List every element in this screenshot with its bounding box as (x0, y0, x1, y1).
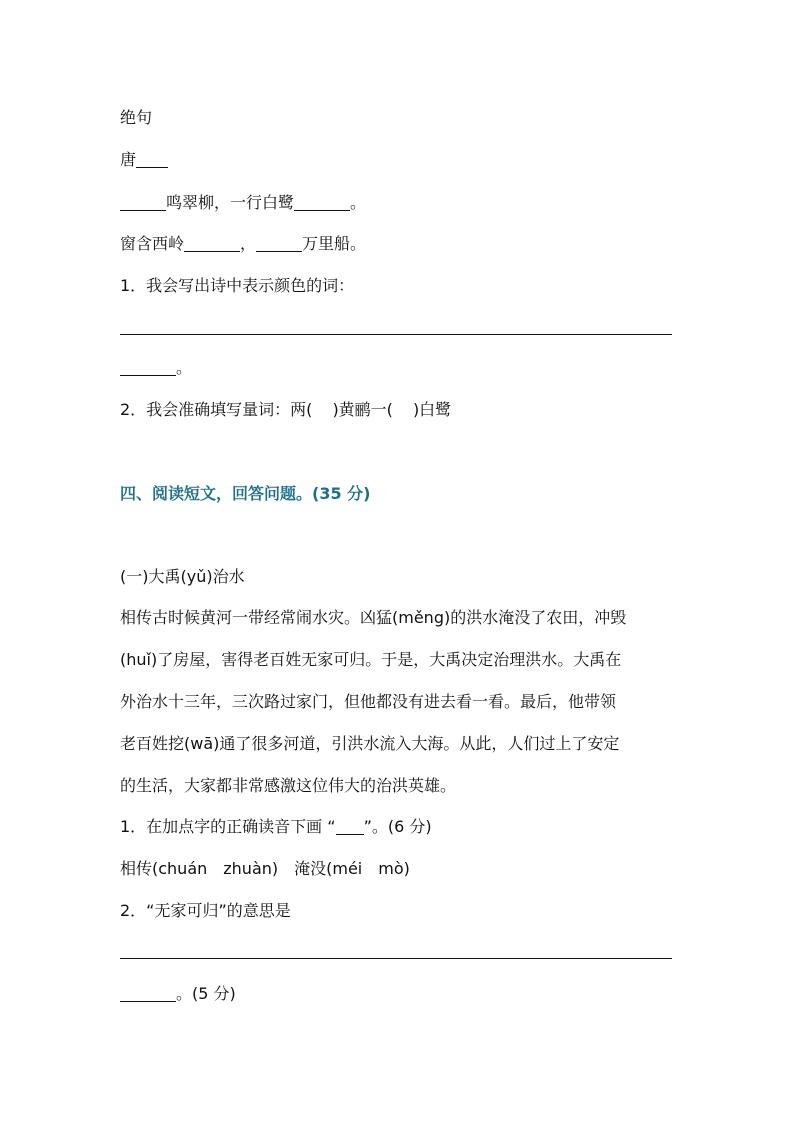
poem-line-2-start: 窗含西岭 (120, 234, 185, 253)
poem-blank-4[interactable] (256, 250, 302, 252)
poem-line-1-text: 鸣翠柳，一行白鹭 (166, 193, 295, 212)
poem-blank-3[interactable] (184, 250, 240, 252)
underline-sample (336, 833, 364, 835)
poem-line-2-end: 万里船。 (302, 234, 367, 253)
passage-line-3: 外治水十三年，三次路过家门，但他都没有进去看一看。最后，他带领 (120, 692, 617, 711)
question-2-prompt-a: 2．我会准确填写量词：两( (120, 400, 313, 419)
passage-line-2: (huǐ)了房屋，害得老百姓无家可归。于是，大禹决定治理洪水。大禹在 (120, 650, 622, 669)
passage-line-5: 的生活，大家都非常感激这位伟大的治洪英雄。 (120, 776, 457, 795)
answer-blank-1[interactable] (120, 374, 176, 376)
passage-question-1 (120, 816, 432, 838)
passage-question-1-prompt-a: 1．在加点字的正确读音下画 “ (120, 817, 336, 836)
poem-title: 绝句 (120, 108, 153, 127)
poem-line-1 (120, 192, 366, 214)
passage-question-2-prompt: 2．“无家可归”的意思是 (120, 901, 291, 920)
question-1-prompt: 1．我会写出诗中表示颜色的词： (120, 276, 355, 295)
question-1-tail (120, 357, 192, 379)
poem-line-2 (120, 233, 366, 255)
passage-line-4: 老百姓挖(wā)通了很多河道，引洪水流入大海。从此，人们过上了安定 (120, 734, 620, 753)
poem-blank-1[interactable] (120, 209, 166, 211)
passage-line-1: 相传古时候黄河一带经常闹水灾。凶猛(měng)的洪水淹没了农田，冲毁 (120, 608, 627, 627)
answer-line-1[interactable] (120, 334, 672, 335)
poem-dynasty-line (120, 149, 168, 171)
section-4-heading: 四、阅读短文，回答问题。(35 分) (120, 484, 371, 503)
answer-blank-2[interactable] (120, 1000, 176, 1002)
poem-blank-2[interactable] (294, 209, 350, 211)
poem-line-1-end: 。 (350, 193, 367, 212)
poem-dynasty: 唐 (120, 150, 137, 169)
poem-line-2-sep: ， (240, 234, 257, 253)
passage-question-2-tail-text: 。(5 分) (176, 984, 236, 1003)
passage-question-2-tail (120, 983, 236, 1005)
author-blank[interactable] (136, 166, 168, 168)
passage-question-1-prompt-b: ”。(6 分) (363, 817, 432, 836)
answer-line-2[interactable] (120, 958, 672, 959)
question-1-tail-text: 。 (176, 358, 193, 377)
question-2 (120, 399, 451, 421)
passage-question-1-options[interactable]: 相传(chuán zhuàn) 淹没(méi mò) (120, 859, 410, 878)
question-2-prompt-b: )黄鹂一( (332, 400, 393, 419)
passage-title: (一)大禹(yǔ)治水 (120, 567, 245, 586)
question-2-prompt-c: )白鹭 (412, 400, 452, 419)
